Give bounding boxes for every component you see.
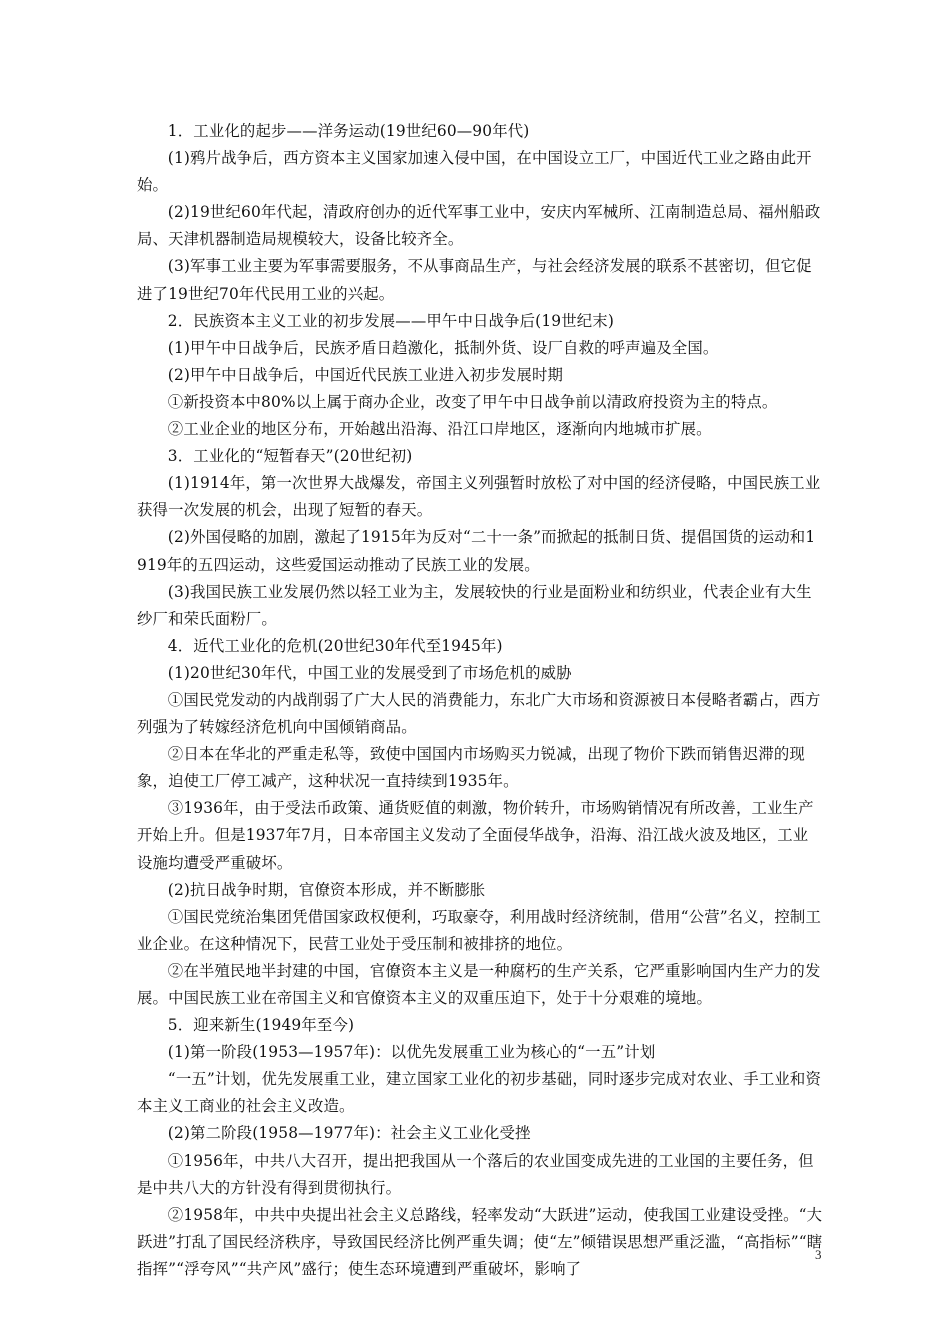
paragraph: ②工业企业的地区分布，开始越出沿海、沿江口岸地区，逐渐向内地城市扩展。	[167, 420, 712, 439]
paragraph: (2)外国侵略的加剧，激起了1915年为反对“二十一条”而掀起的抵制日货、提倡国货的运动和1919年的五四运动，这些爱国运动推动了民族工业的发展。	[137, 528, 816, 574]
paragraph: (1)1914年，第一次世界大战爆发，帝国主义列强暂时放松了对中国的经济侵略，中国民族工业获得一次发展的机会，出现了短暂的春天。	[137, 474, 821, 520]
paragraph: (3)我国民族工业发展仍然以轻工业为主，发展较快的行业是面粉业和纺织业，代表企业有大生纱厂和荣氏面粉厂。	[137, 582, 812, 628]
paragraph: ①1956年，中共八大召开，提出把我国从一个落后的农业国变成先进的工业国的主要任务，但是中共八大的方针没有得到贯彻执行。	[137, 1151, 814, 1197]
paragraph: ②在半殖民地半封建的中国，官僚资本主义是一种腐朽的生产关系，它严重影响国内生产力的发展。中国民族工业在帝国主义和官僚资本主义的双重压迫下，处于十分艰难的境地。	[137, 961, 821, 1007]
paragraph: (1)鸦片战争后，西方资本主义国家加速入侵中国，在中国设立工厂，中国近代工业之路由此开始。	[137, 149, 812, 195]
section-heading-1: 1．工业化的起步——洋务运动(19世纪60—90年代)	[167, 122, 530, 140]
paragraph: ③1936年，由于受法币政策、通货贬值的刺激，物价转升，市场购销情况有所改善，工业生产开始上升。但是1937年7月，日本帝国主义发动了全面侵华战争，沿海、沿江战火波及地区，工业设施均遭受严重破坏。	[137, 799, 814, 872]
page-number: 3	[815, 1247, 822, 1262]
paragraph: (3)军事工业主要为军事需要服务，不从事商品生产，与社会经济发展的联系不甚密切，但它促进了19世纪70年代民用工业的兴起。	[137, 257, 812, 303]
paragraph: (2)抗日战争时期，官僚资本形成，并不断膨胀	[167, 880, 486, 899]
paragraph: (1)20世纪30年代，中国工业的发展受到了市场危机的威胁	[167, 663, 572, 682]
paragraph: (2)19世纪60年代起，清政府创办的近代军事工业中，安庆内军械所、江南制造总局、福州船政局、天津机器制造局规模较大，设备比较齐全。	[137, 203, 821, 249]
paragraph: ①国民党发动的内战削弱了广大人民的消费能力，东北广大市场和资源被日本侵略者霸占，西方列强为了转嫁经济危机向中国倾销商品。	[137, 690, 821, 737]
paragraph: ①新投资本中80%以上属于商办企业，改变了甲午中日战争前以清政府投资为主的特点。	[167, 392, 778, 411]
paragraph: (2)第二阶段(1958—1977年)：社会主义工业化受挫	[167, 1124, 531, 1143]
paragraph: (1)第一阶段(1953—1957年)：以优先发展重工业为核心的“一五”计划	[167, 1043, 656, 1062]
paragraph: “一五”计划，优先发展重工业，建立国家工业化的初步基础，同时逐步完成对农业、手工业和资本主义工商业的社会主义改造。	[137, 1070, 821, 1116]
paragraph: (2)甲午中日战争后，中国近代民族工业进入初步发展时期	[167, 365, 564, 384]
section-heading-4: 4．近代工业化的危机(20世纪30年代至1945年)	[167, 636, 503, 655]
document-body	[137, 118, 823, 1283]
paragraph: ②日本在华北的严重走私等，致使中国国内市场购买力锐减，出现了物价下跌而销售迟滞的现象，迫使工厂停工减产，这种状况一直持续到1935年。	[137, 745, 805, 791]
section-heading-3: 3．工业化的“短暂春天”(20世纪初)	[167, 447, 413, 466]
paragraph: (1)甲午中日战争后，民族矛盾日趋激化，抵制外货、设厂自救的呼声遍及全国。	[167, 338, 719, 357]
section-heading-5: 5．迎来新生(1949年至今)	[167, 1016, 355, 1035]
paragraph: ②1958年，中共中央提出社会主义总路线，轻率发动“大跃进”运动，使我国工业建设受挫。“大跃进”打乱了国民经济秩序，导致国民经济比例严重失调；使“左”倾错误思想严重泛滥，“高指标”“瞎指挥”“浮夸风”“共产风”盛行；使生态环境遭到严重破坏，影响了	[137, 1205, 823, 1278]
paragraph: ①国民党统治集团凭借国家政权便利，巧取豪夺，利用战时经济统制，借用“公营”名义，控制工业企业。在这种情况下，民营工业处于受压制和被排挤的地位。	[137, 907, 821, 953]
section-heading-2: 2．民族资本主义工业的初步发展——甲午中日战争后(19世纪末)	[167, 311, 614, 330]
